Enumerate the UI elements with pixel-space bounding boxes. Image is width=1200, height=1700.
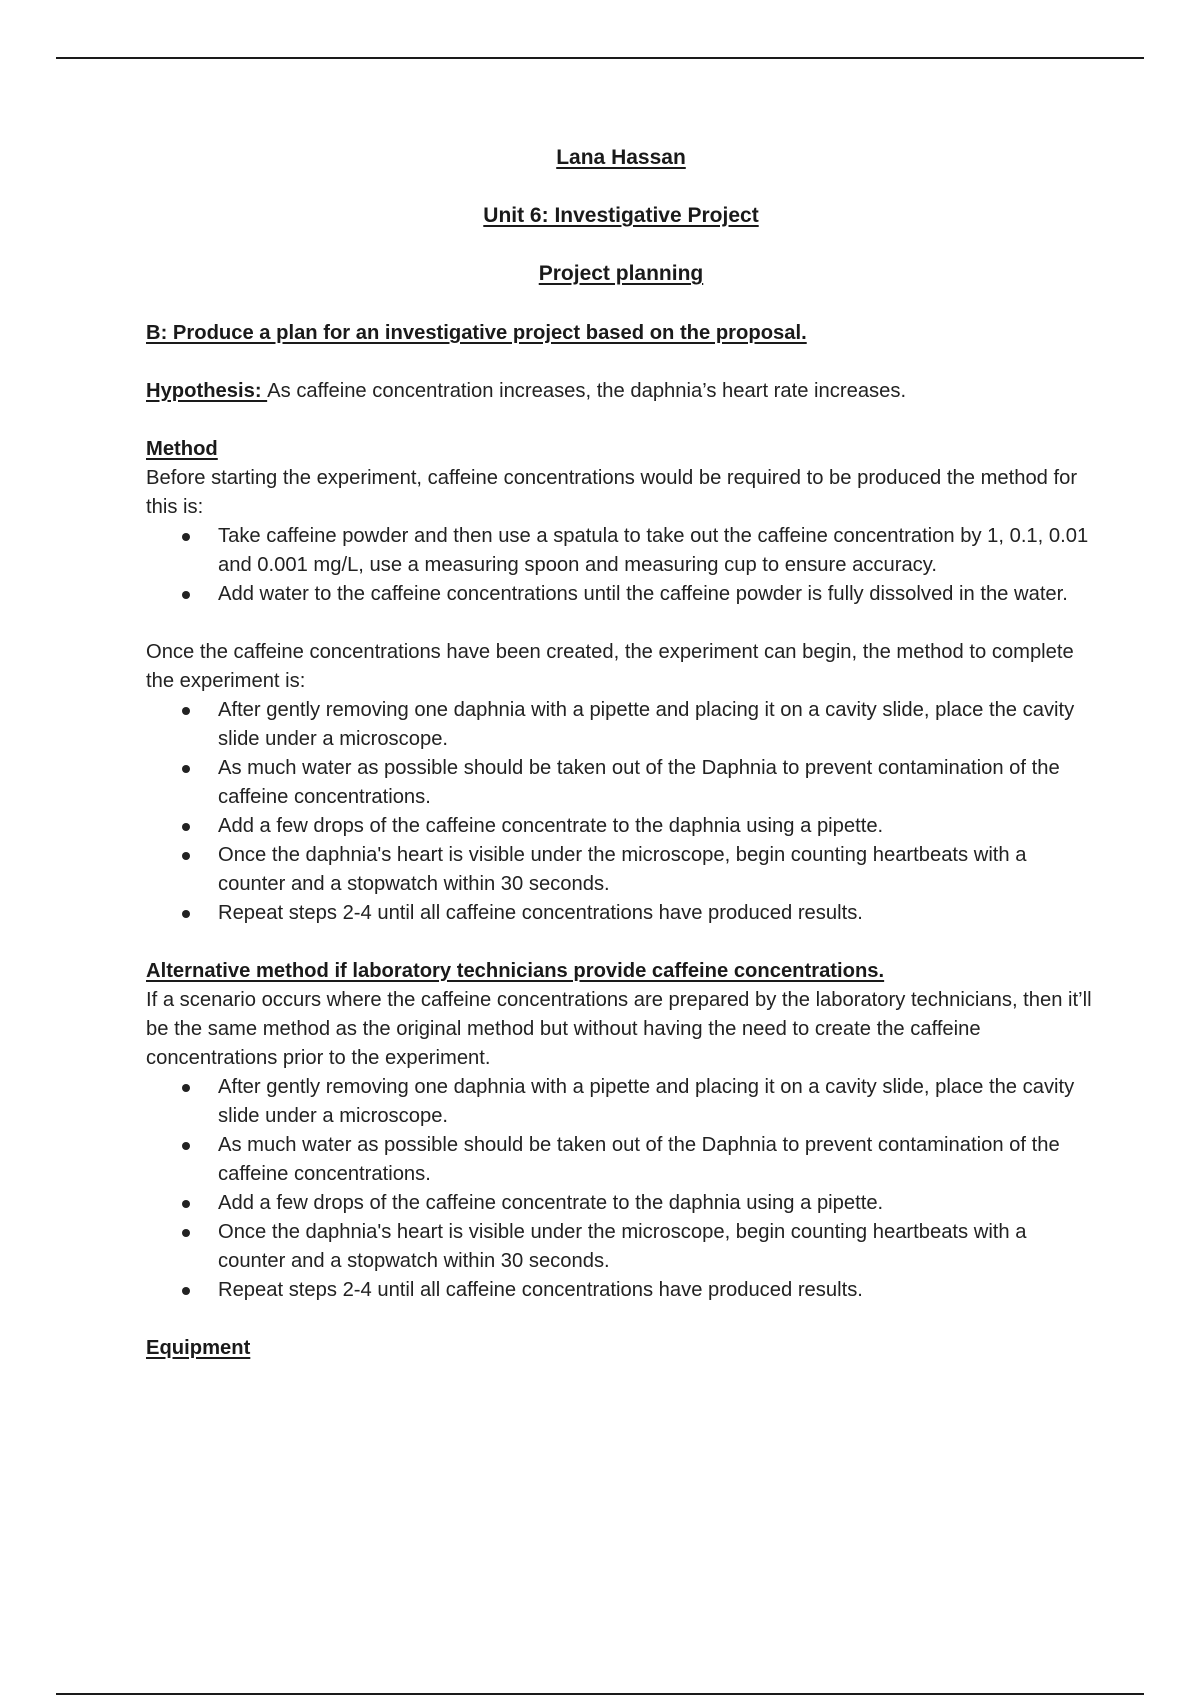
list-item-text: Once the daphnia's heart is visible under the microscope, begin counting heartbeats with a counter and a stopwatch within 30 seconds. xyxy=(218,844,1027,895)
list-item xyxy=(146,1218,1096,1276)
bullet-icon xyxy=(182,910,190,918)
bullet-icon xyxy=(182,591,190,599)
alternative-intro: If a scenario occurs where the caffeine concentrations are prepared by the laboratory technicians, then it’ll be the same method as the original method but without having the need to create the caffeine concentrations prior to the experiment. xyxy=(146,989,1092,1069)
task-heading: B: Produce a plan for an investigative project based on the proposal. xyxy=(146,322,807,344)
bullet-icon xyxy=(182,823,190,831)
list-item-text: Add water to the caffeine concentrations until the caffeine powder is fully dissolved in the water. xyxy=(218,583,1068,605)
bullet-icon xyxy=(182,1229,190,1237)
method-heading: Method xyxy=(146,438,218,460)
list-item-text: Take caffeine powder and then use a spatula to take out the caffeine concentration by 1, 0.1, 0.01 and 0.001 mg/L, use a measuring spoon and measuring cup to ensure accuracy. xyxy=(218,525,1089,576)
prep-steps-list xyxy=(146,522,1096,609)
list-item-text: As much water as possible should be taken out of the Daphnia to prevent contamination of the caffeine concentrations. xyxy=(218,1134,1060,1185)
list-item xyxy=(146,1073,1096,1131)
spacer xyxy=(146,406,1096,435)
list-item-text: Repeat steps 2-4 until all caffeine concentrations have produced results. xyxy=(218,902,863,924)
bullet-icon xyxy=(182,533,190,541)
list-item xyxy=(146,754,1096,812)
bullet-icon xyxy=(182,852,190,860)
list-item xyxy=(146,841,1096,899)
hypothesis xyxy=(146,377,1096,406)
list-item xyxy=(146,1131,1096,1189)
equipment-heading: Equipment xyxy=(146,1337,251,1359)
experiment-steps-list xyxy=(146,696,1096,928)
list-item xyxy=(146,696,1096,754)
list-item xyxy=(146,1189,1096,1218)
bullet-icon xyxy=(182,1200,190,1208)
spacer xyxy=(146,609,1096,638)
list-item-text: Repeat steps 2-4 until all caffeine concentrations have produced results. xyxy=(218,1279,863,1301)
list-item xyxy=(146,1276,1096,1305)
list-item-text: After gently removing one daphnia with a pipette and placing it on a cavity slide, place the cavity slide under a microscope. xyxy=(218,1076,1075,1127)
hypothesis-text: As caffeine concentration increases, the daphnia’s heart rate increases. xyxy=(267,380,907,402)
list-item-text: As much water as possible should be taken out of the Daphnia to prevent contamination of the caffeine concentrations. xyxy=(218,757,1060,808)
bullet-icon xyxy=(182,1142,190,1150)
alternative-method-heading: Alternative method if laboratory technicians provide caffeine concentrations. xyxy=(146,960,885,982)
experiment-intro: Once the caffeine concentrations have been created, the experiment can begin, the method to complete the experiment is: xyxy=(146,641,1074,692)
spacer xyxy=(146,1305,1096,1334)
hypothesis-label: Hypothesis: xyxy=(146,380,268,402)
bullet-icon xyxy=(182,707,190,715)
author-name: Lana Hassan xyxy=(556,146,686,169)
spacer xyxy=(146,928,1096,957)
bullet-icon xyxy=(182,1287,190,1295)
top-rule xyxy=(56,57,1144,59)
document-subtitle: Project planning xyxy=(538,262,704,285)
bullet-icon xyxy=(182,765,190,773)
list-item-text: Add a few drops of the caffeine concentrate to the daphnia using a pipette. xyxy=(218,1192,884,1214)
list-item xyxy=(146,899,1096,928)
bottom-rule xyxy=(56,1693,1144,1695)
list-item xyxy=(146,522,1096,580)
list-item-text: Once the daphnia's heart is visible under the microscope, begin counting heartbeats with a counter and a stopwatch within 30 seconds. xyxy=(218,1221,1027,1272)
document-body xyxy=(146,319,1096,1363)
bullet-icon xyxy=(182,1084,190,1092)
spacer xyxy=(146,348,1096,377)
list-item-text: Add a few drops of the caffeine concentrate to the daphnia using a pipette. xyxy=(218,815,884,837)
list-item-text: After gently removing one daphnia with a pipette and placing it on a cavity slide, place the cavity slide under a microscope. xyxy=(218,699,1075,750)
method-intro: Before starting the experiment, caffeine concentrations would be required to be produced the method for this is: xyxy=(146,467,1078,518)
unit-title: Unit 6: Investigative Project xyxy=(483,204,759,227)
list-item xyxy=(146,580,1096,609)
list-item xyxy=(146,812,1096,841)
alternative-steps-list xyxy=(146,1073,1096,1305)
